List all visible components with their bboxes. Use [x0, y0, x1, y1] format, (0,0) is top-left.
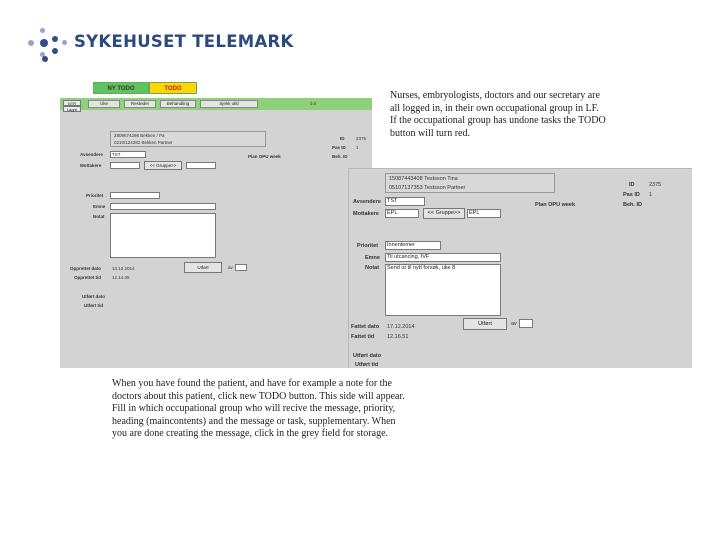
note-label: Notat — [365, 265, 380, 271]
patient-row[interactable]: 2809674298 Bekken / Pa — [114, 133, 165, 138]
note-label: Notat — [93, 214, 105, 219]
patient-list — [110, 131, 266, 147]
done-button[interactable]: Utført — [463, 318, 507, 330]
tab-treatment[interactable]: Behandling — [160, 100, 196, 108]
created-date-label: Opprettet dato — [70, 266, 101, 271]
tab-week[interactable]: Uke — [88, 100, 120, 108]
todo-button[interactable]: TODO — [149, 82, 197, 94]
patient-row[interactable]: 15087443408 Testsson Tina — [389, 176, 458, 182]
priority-field[interactable] — [110, 192, 160, 199]
receiver-field[interactable]: EPL — [385, 209, 419, 218]
plan-opu-label: Plan OPU week — [535, 202, 576, 208]
tab-value: 3.0 — [310, 101, 317, 106]
subject-field[interactable]: Til utcancing, IVF — [385, 253, 501, 262]
patient-row[interactable]: 05107137353 Testsson Partner — [389, 185, 466, 191]
priority-label: Prioritet — [86, 193, 104, 198]
ntr-button[interactable]: NTR — [63, 100, 81, 106]
brand-name: SYKEHUSET TELEMARK — [74, 32, 294, 51]
todo-screen-filled — [348, 168, 692, 368]
id-label: ID — [629, 182, 635, 188]
patient-row[interactable]: 0210/124282 Bekken Partner — [114, 140, 173, 145]
group-field[interactable]: EPL — [467, 209, 501, 218]
done-time-label: Utført tid — [355, 362, 379, 368]
priority-field[interactable]: Innentemer — [385, 241, 441, 250]
new-todo-button[interactable]: NY TODO — [93, 82, 149, 94]
subject-label: Emne — [93, 204, 106, 209]
receiver-label: Mottakere — [353, 211, 379, 217]
note-new-todo-instructions: When you have found the patient, and have for example a note for the doctors about this patient, click new TODO button. This side will appear. Fill in which occupational group who will recive the message, priority, heading (maincontents) and the message or task, supplementary. When you are done creating the message, click in the grey field for storage. — [112, 378, 405, 439]
logo-dots-icon — [26, 26, 72, 62]
plan-opu-label: Plan OPU week — [248, 154, 281, 159]
by-label: av — [228, 265, 233, 270]
sender-field[interactable]: TST — [385, 197, 425, 206]
receiver-label: Mottakere — [80, 163, 102, 168]
priority-label: Prioritet — [357, 243, 379, 249]
id-value: 2375 — [356, 136, 367, 141]
receiver-field[interactable] — [110, 162, 140, 169]
pas-id-label: Pas ID — [623, 192, 640, 198]
created-time-label: Fattet tid — [351, 334, 375, 340]
by-field[interactable] — [235, 264, 247, 271]
patient-list — [385, 173, 555, 193]
tab-resteder[interactable]: Resteder — [124, 100, 156, 108]
created-time-value: 12.16.51 — [387, 334, 409, 340]
done-button[interactable]: Utført — [184, 262, 222, 273]
id-label: ID — [340, 136, 345, 141]
by-label: av — [511, 321, 517, 327]
pas-id-value: 1 — [356, 145, 359, 150]
created-time-label: Opprettet tid — [74, 275, 101, 280]
done-date-label: Utført dato — [353, 353, 382, 359]
id-value: 2375 — [649, 182, 662, 188]
beh-id-label: Beh. ID — [623, 202, 642, 208]
subject-label: Emne — [365, 255, 380, 261]
todo-screen-empty — [60, 86, 375, 368]
save-button[interactable]: Lagre — [63, 106, 81, 112]
done-time-label: Utført tid — [84, 303, 103, 308]
pas-id-value: 1 — [649, 192, 653, 198]
done-date-label: Utført dato — [82, 294, 105, 299]
beh-id-label: Beh. ID — [332, 154, 348, 159]
sender-field[interactable]: TST — [110, 151, 146, 158]
sender-label: Avsendere — [80, 152, 103, 157]
subject-field[interactable] — [110, 203, 216, 210]
created-date-label: Fattet dato — [351, 324, 380, 330]
note-textarea[interactable] — [110, 213, 216, 258]
created-date-value: 17.12.2014 — [387, 324, 415, 330]
by-field[interactable] — [519, 319, 533, 328]
pas-id-label: Pas ID — [332, 145, 346, 150]
note-occupational-groups: Nurses, embryologists, doctors and our secretary are all logged in, in their own occupational group in LF. If the occupational group has undone tasks the TODO button will turn red. — [390, 90, 606, 139]
created-time-value: 12.14.35 — [112, 275, 130, 280]
group-button[interactable]: << Gruppe>> — [144, 161, 182, 170]
sender-label: Avsendere — [353, 199, 381, 205]
hospital-logo — [26, 26, 296, 62]
created-date-value: 13.12.2014 — [112, 266, 135, 271]
note-textarea[interactable]: Send ut til nytt forsøk, uke 8 — [385, 264, 501, 316]
group-field[interactable] — [186, 162, 216, 169]
group-button[interactable]: << Gruppe>> — [423, 208, 465, 219]
tab-check[interactable]: Sjekk utkl — [200, 100, 258, 108]
